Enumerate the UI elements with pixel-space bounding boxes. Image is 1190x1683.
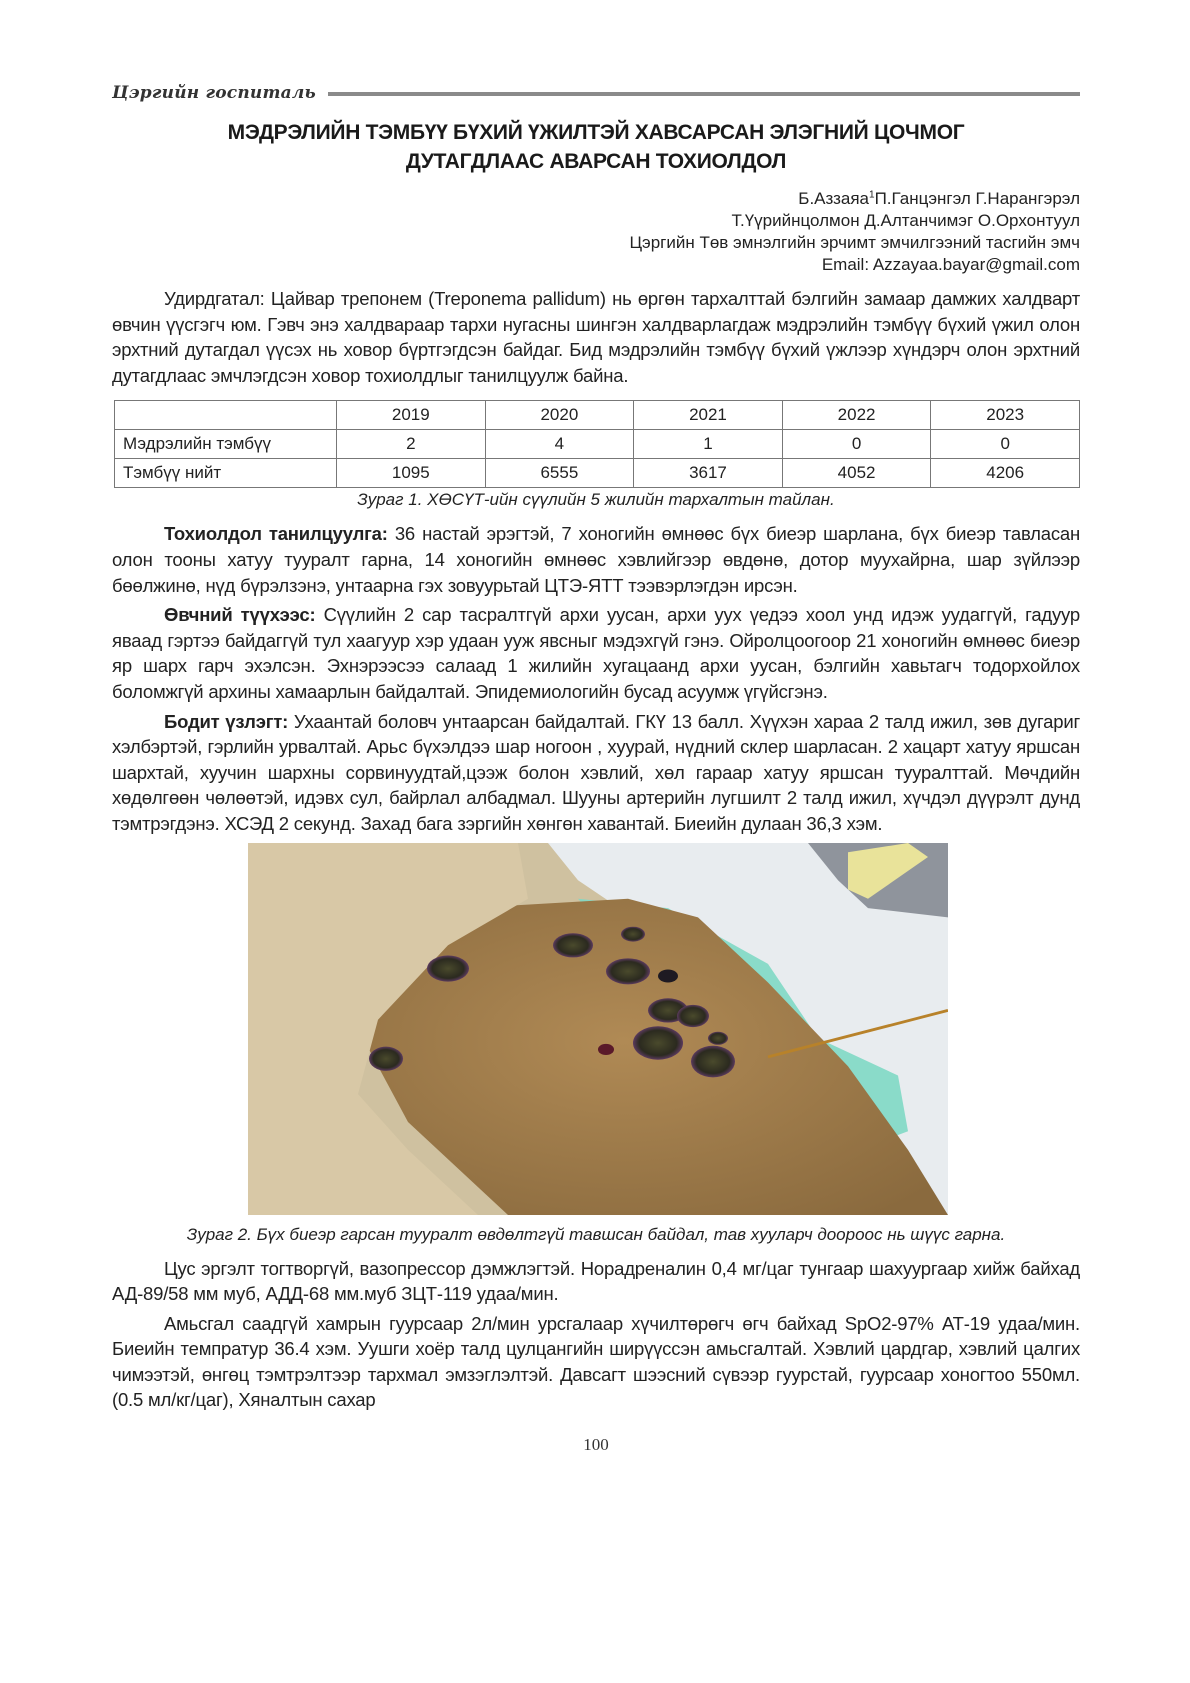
- skin-lesion-photo: [248, 843, 948, 1215]
- table-header-cell: 2020: [485, 401, 634, 430]
- table-cell: 1: [634, 430, 783, 459]
- lesion: [606, 958, 650, 984]
- table-header-cell: 2021: [634, 401, 783, 430]
- syphilis-stats-table: [114, 400, 1080, 488]
- journal-name: Цэргийн госпиталь: [112, 83, 316, 103]
- table-cell: 4052: [782, 459, 931, 488]
- history-heading: Өвчний түүхээс:: [164, 604, 316, 626]
- lesion-photo-illustration: [248, 843, 948, 1215]
- lesion: [677, 1004, 709, 1026]
- authors-line-1: [112, 188, 1080, 210]
- table-cell: 6555: [485, 459, 634, 488]
- author-first: Б.Аззаяа: [798, 189, 870, 208]
- author-superscript: 1: [869, 189, 875, 201]
- abstract-paragraph: Удирдгатал: Цайвар трепонем (Treponema pallidum) нь өргөн тархалттай бэлгийн замаар дамжих халдварт өвчин үүсгэгч юм. Гэвч энэ халдвараар тархи нугасны шингэн халдварлагдаж мэдрэлийн тэмбүү бүхий үжил олон эрхтний дутагдал үүсэх нь ховор бүртгэгдсэн байдаг. Бид мэдрэлийн тэмбүү бүхий үжлээр хүндэрч олон эрхтний дутагдлаас эмчлэгдсэн ховор тохиолдлыг танилцуулж байна.: [112, 288, 1080, 386]
- lesion: [691, 1045, 735, 1077]
- page-number: 100: [583, 1435, 609, 1455]
- table-cell: 2: [337, 430, 486, 459]
- exam-paragraph: [112, 709, 1080, 837]
- lesion: [369, 1046, 403, 1070]
- exam-heading: Бодит үзлэгт:: [164, 710, 289, 732]
- history-paragraph: [112, 602, 1080, 704]
- affiliation: Цэргийн Төв эмнэлгийн эрчимт эмчилгээний тасгийн эмч: [629, 233, 1080, 252]
- table-cell: 4: [485, 430, 634, 459]
- article-title: [112, 118, 1080, 176]
- table-header-cell: 2023: [931, 401, 1080, 430]
- circulation-paragraph: Цус эргэлт тогтворгүй, вазопрессор дэмжлэгтэй. Норадреналин 0,4 мг/цаг тунгаар шахуургаар хийж байхад АД-89/58 мм муб, АДД-68 мм.муб ЗЦТ-119 удаа/мин.: [112, 1257, 1080, 1305]
- author-block: [112, 188, 1080, 276]
- table-cell: 3617: [634, 459, 783, 488]
- table-header-cell: 2022: [782, 401, 931, 430]
- title-line-2: ДУТАГДЛААС АВАРСАН ТОХИОЛДОЛ: [405, 150, 787, 173]
- table-row: [115, 430, 1080, 459]
- table-header-cell: 2019: [337, 401, 486, 430]
- table-header-cell: [115, 401, 337, 430]
- respiration-paragraph: Амьсгал саадгүй хамрын гуурсаар 2л/мин урсгалаар хүчилтөрөгч өгч байхад SpO2-97% АТ-19 удаа/мин. Биеийн темпратур 36.4 хэм. Уушги хоёр талд цулцангийн ширүүссэн амьсгалтай. Хэвлий цардгар, хэвлий цалгих чимээтэй, өнгөц тэмтрэлтээр тархмал эмзэглэлтэй. Давсагт шээсний сүвээр гуурстай, гуурсаар хоногтоо 550мл. (0.5 мл/кг/цаг), Хяналтын сахар: [112, 1312, 1080, 1411]
- lesion: [598, 1043, 614, 1054]
- lesion: [658, 969, 678, 982]
- table-cell: 0: [931, 430, 1080, 459]
- lesion: [621, 926, 645, 941]
- title-line-1: МЭДРЭЛИЙН ТЭМБҮҮ БҮХИЙ ҮЖИЛТЭЙ ХАВСАРСАН ЭЛЭГНИЙ ЦОЧМОГ: [227, 121, 965, 144]
- lesion: [427, 955, 469, 981]
- case-intro-paragraph: [112, 521, 1080, 598]
- figure-2-caption: Зураг 2. Бүх биеэр гарсан тууралт өвдөлтгүй тавшсан байдал, тав хууларч доороос нь шүүс гарна.: [186, 1224, 1006, 1244]
- running-header: [112, 79, 1080, 107]
- case-intro-heading: Тохиолдол танилцуулга:: [164, 523, 388, 545]
- lesion: [553, 933, 593, 957]
- header-rule: [328, 92, 1080, 96]
- table-cell: 1095: [337, 459, 486, 488]
- lesion: [708, 1031, 728, 1044]
- table-cell: 0: [782, 430, 931, 459]
- table-header-row: [115, 401, 1080, 430]
- table-row-label: Мэдрэлийн тэмбүү: [115, 430, 337, 459]
- exam-text: Ухаантай боловч унтаарсан байдалтай. ГКҮ 13 балл. Хүүхэн хараа 2 талд ижил, зөв дугариг хэлбэртэй, гэрлийн урвалтай. Арьс бүхэлдээ шар ногоон , хуурай, нүдний склер шарласан. 2 хацарт хатуу яршсан шархтай, хуучин шархны сорвинуудтай,цээж болон хэвлий, хөл гараар хатуу яршсан тууралттай. Мөчдийн хөдөлгөөн чөлөөтэй, идэвх сул, байрлал албадмал. Шууны артерийн лугшилт 2 талд ижил, хүчдэл дүүрэлт дунд тэмтрэгдэнэ. ХСЭД 2 секунд. Захад бага зэргийн хөнгөн хавантай. Биеийн дулаан 36,3 хэм.: [112, 710, 1080, 834]
- table-cell: 4206: [931, 459, 1080, 488]
- authors-rest: П.Ганцэнгэл Г.Нарангэрэл: [874, 189, 1080, 208]
- author-email[interactable]: Email: Azzayaa.bayar@gmail.com: [821, 255, 1080, 274]
- figure-1-caption: Зураг 1. ХӨСҮТ-ийн сүүлийн 5 жилийн тархалтын тайлан.: [357, 490, 835, 510]
- authors-line-2: Т.Үүрийнцолмон Д.Алтанчимэг О.Орхонтуул: [731, 211, 1080, 230]
- table-row-label: Тэмбүү нийт: [115, 459, 337, 488]
- history-text: Сүүлийн 2 сар тасралтгүй архи уусан, архи уух үедээ хоол унд идэж уудаггүй, гадуур яваад гэртээ байдаггүй тул хаагуур хэр удаан ууж явсныг мэдэхгүй гэнэ. Ойролцоогоор 21 хоногийн өмнөөс биеэр яр шарх гарч эхэлсэн. Эхнэрээсээ салаад 1 жилийн хугацаанд архи уусан, бэлгийн хавьтагч тодорхойлох боломжгүй архины хамаарлын байдалтай. Эпидемиологийн бусад асуумж үгүйсгэнэ.: [112, 604, 1080, 702]
- lesion: [633, 1026, 683, 1059]
- table-row: [115, 459, 1080, 488]
- case-intro-text: 36 настай эрэгтэй, 7 хоногийн өмнөөс бүх биеэр шарлана, бүх биеэр тавласан олон тооны хатуу тууралт гарна, 14 хоногийн өмнөөс хэвлийгээр өвдөнө, дотор муухайрна, шар зүйлээр бөөлжинө, нүд бүрэлзэнэ, унтаарна гэх зовуурьтай ЦТЭ-ЯТТ тээвэрлэгдэн ирсэн.: [112, 523, 1080, 596]
